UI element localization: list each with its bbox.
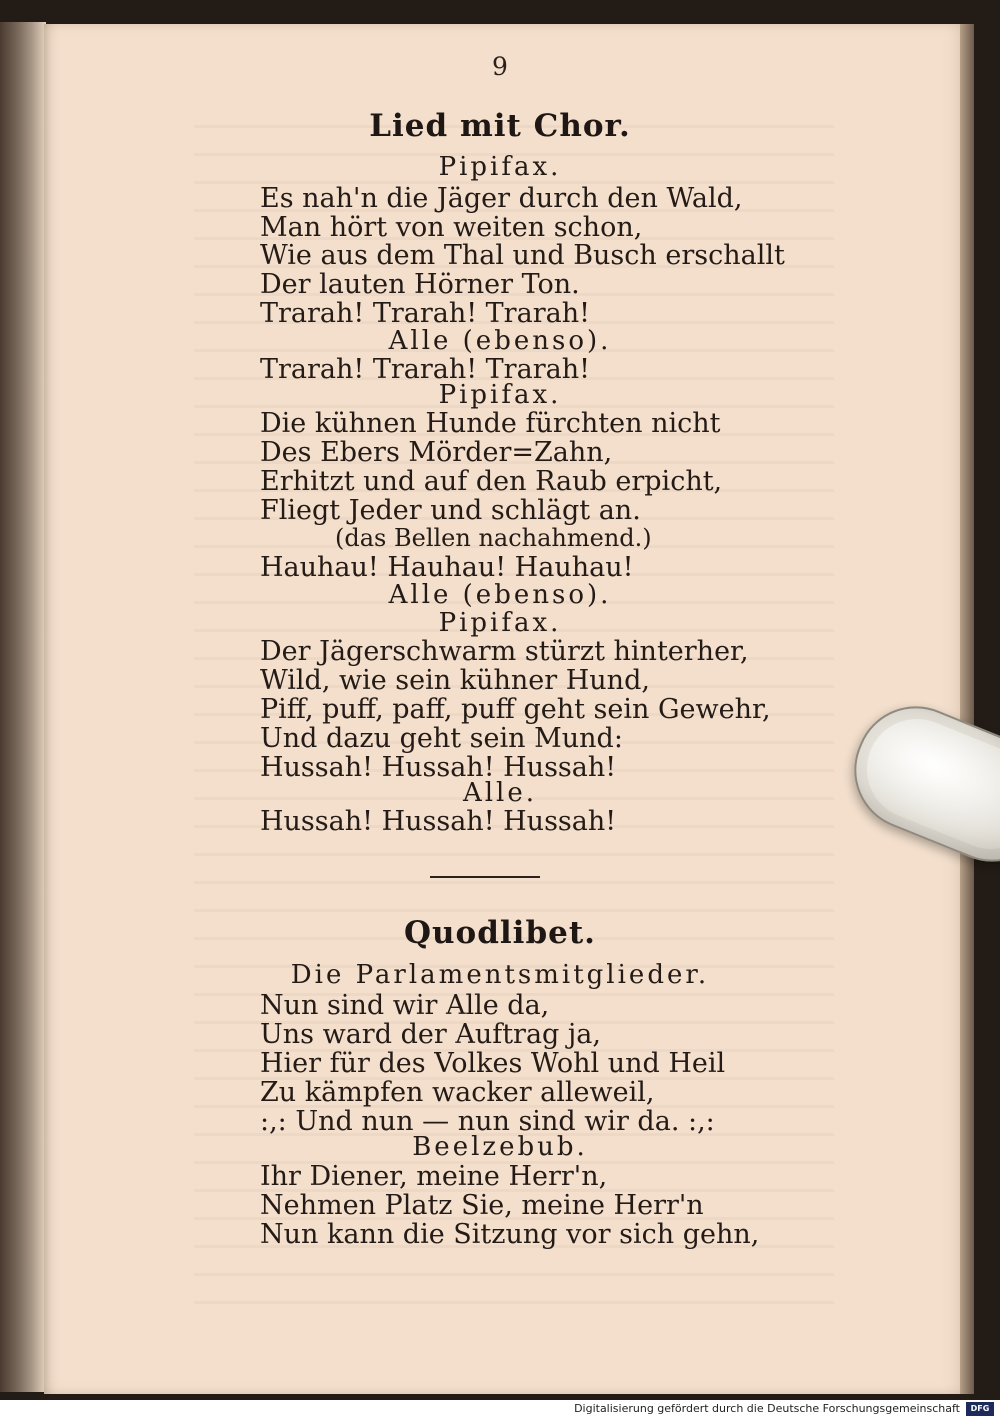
- speaker-label: Pipifax.: [438, 380, 562, 410]
- verse-line: Fliegt Jeder und schlägt an.: [260, 495, 641, 526]
- verse-line: Der lauten Hörner Ton.: [260, 269, 580, 300]
- speaker-label: Alle.: [462, 778, 538, 808]
- verse-line: Hussah! Hussah! Hussah!: [260, 752, 617, 783]
- verse-line: Uns ward der Auftrag ja,: [260, 1019, 601, 1050]
- book-spine-edge: [0, 22, 46, 1392]
- speaker-label: Beelzebub.: [412, 1132, 588, 1162]
- page-edge-shadow: [960, 24, 974, 1394]
- verse-line: Nun sind wir Alle da,: [260, 990, 550, 1021]
- verse-line: Man hört von weiten schon,: [260, 212, 643, 243]
- footer-credit: Digitalisierung gefördert durch die Deutsche Forschungsgemeinschaft: [574, 1402, 960, 1415]
- verse-line: Die kühnen Hunde fürchten nicht: [260, 408, 721, 439]
- verse-line: Und dazu geht sein Mund:: [260, 723, 623, 754]
- dfg-logo-icon: DFG: [966, 1402, 994, 1416]
- verse-line: Hier für des Volkes Wohl und Heil: [260, 1048, 726, 1079]
- verse-line: Nun kann die Sitzung vor sich gehn,: [260, 1219, 760, 1250]
- verse-line: Nehmen Platz Sie, meine Herr'n: [260, 1190, 704, 1221]
- verse-line: Zu kämpfen wacker alleweil,: [260, 1077, 655, 1108]
- stage-direction: (das Bellen nachahmend.): [335, 524, 652, 552]
- verse-line: Piff, puff, paff, puff geht sein Gewehr,: [260, 694, 771, 725]
- verse-line: :,: Und nun — nun sind wir da. :,:: [260, 1106, 715, 1137]
- section-divider: [430, 876, 540, 878]
- speaker-label: Alle (ebenso).: [388, 326, 612, 356]
- verse-line: Des Ebers Mörder=Zahn,: [260, 437, 613, 468]
- verse-line: Wie aus dem Thal und Busch erschallt: [260, 240, 785, 271]
- verse-line: Hauhau! Hauhau! Hauhau!: [260, 552, 634, 583]
- speaker-label: Pipifax.: [438, 152, 562, 182]
- speaker-label: Pipifax.: [438, 608, 562, 638]
- verse-line: Erhitzt und auf den Raub erpicht,: [260, 466, 723, 497]
- verse-line: Hussah! Hussah! Hussah!: [260, 806, 617, 837]
- section-title-lied: Lied mit Chor.: [369, 108, 631, 144]
- footer-bar: [0, 1400, 1000, 1420]
- verse-line: Trarah! Trarah! Trarah!: [260, 354, 590, 385]
- verse-line: Der Jägerschwarm stürzt hinterher,: [260, 636, 749, 667]
- page-number: 9: [492, 52, 508, 81]
- section-title-quodlibet: Quodlibet.: [404, 915, 596, 951]
- verse-line: Ihr Diener, meine Herr'n,: [260, 1161, 608, 1192]
- speaker-label: Die Parlamentsmitglieder.: [290, 960, 710, 990]
- verse-line: Wild, wie sein kühner Hund,: [260, 665, 650, 696]
- verse-line: Es nah'n die Jäger durch den Wald,: [260, 183, 743, 214]
- verse-line: Trarah! Trarah! Trarah!: [260, 298, 590, 329]
- speaker-label: Alle (ebenso).: [388, 580, 612, 610]
